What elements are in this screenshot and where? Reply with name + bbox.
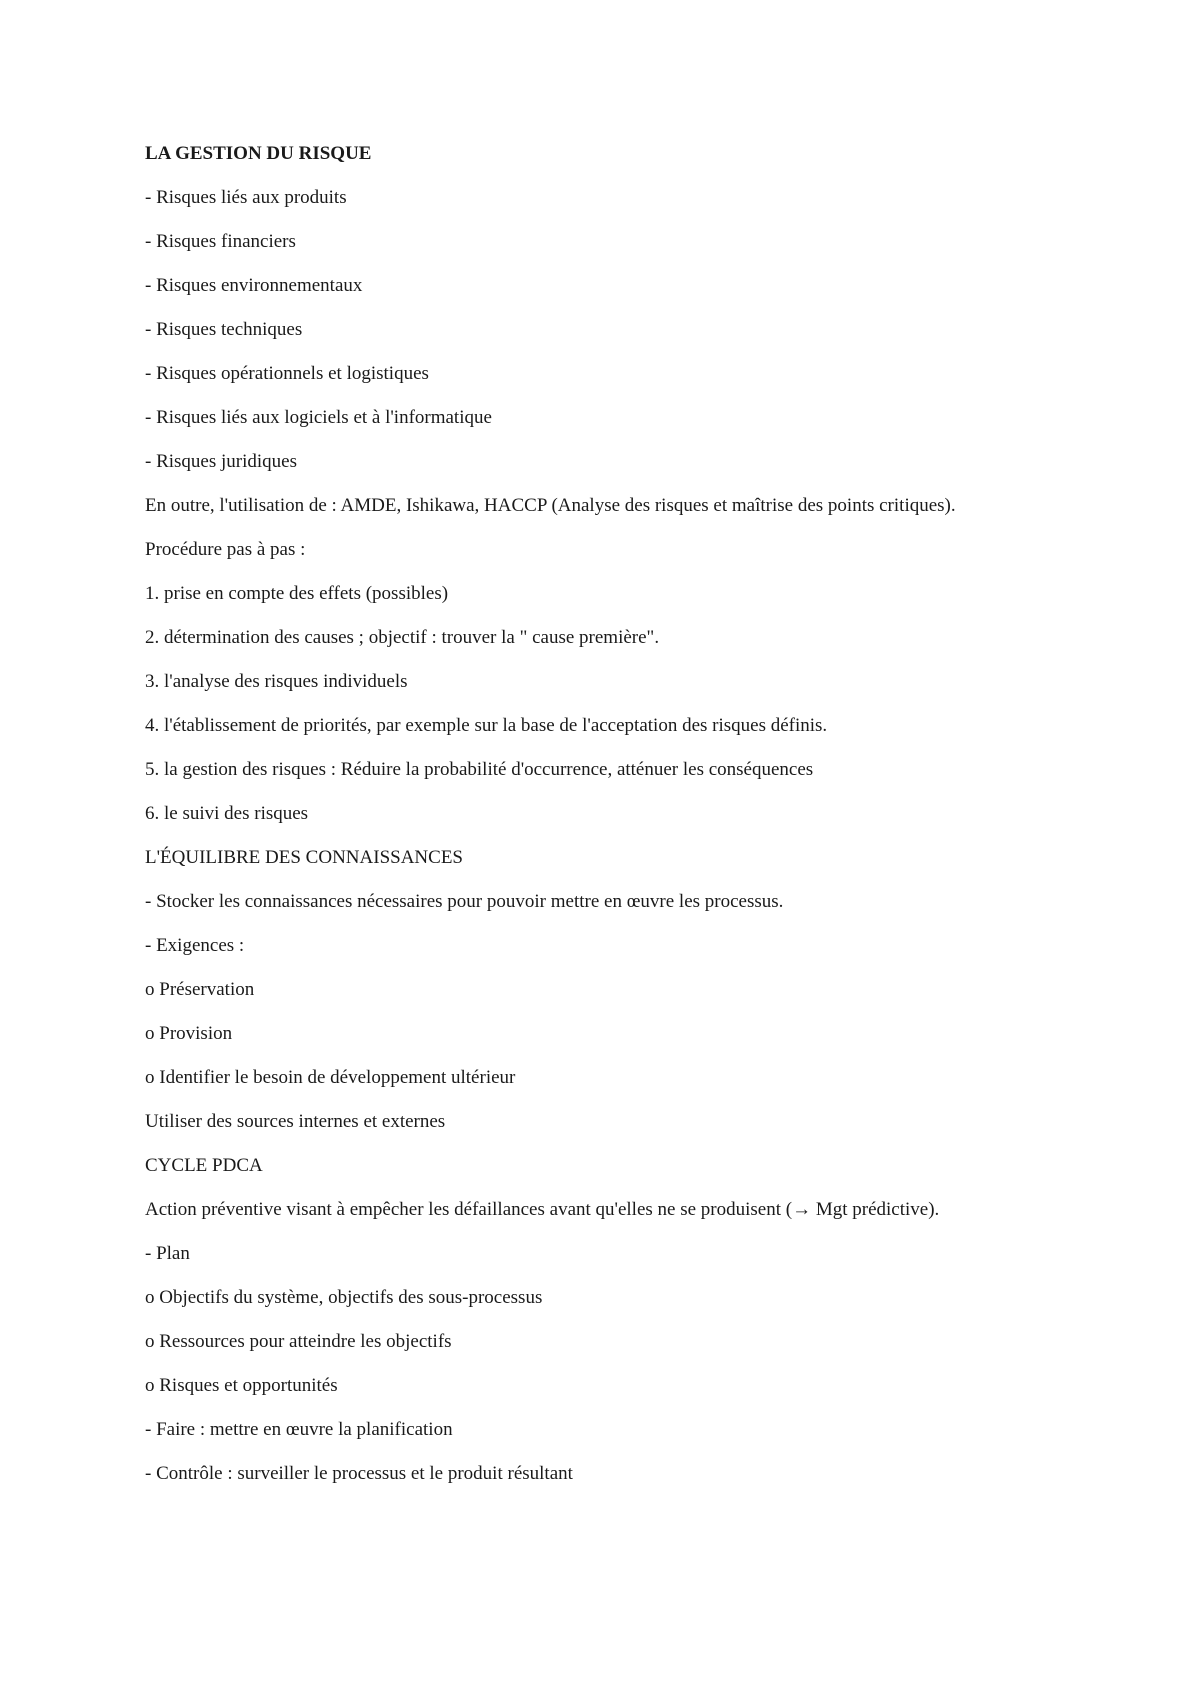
paragraph: - Faire : mettre en œuvre la planification (145, 1419, 453, 1440)
paragraph: - Risques liés aux logiciels et à l'informatique (145, 407, 492, 428)
paragraph: En outre, l'utilisation de : AMDE, Ishikawa, HACCP (Analyse des risques et maîtrise des points critiques). (145, 495, 956, 516)
paragraph: - Risques financiers (145, 231, 296, 252)
paragraph: o Identifier le besoin de développement ultérieur (145, 1067, 516, 1088)
paragraph: - Contrôle : surveiller le processus et le produit résultant (145, 1463, 573, 1484)
paragraph: 2. détermination des causes ; objectif : trouver la " cause première". (145, 627, 660, 648)
paragraph: - Risques juridiques (145, 451, 297, 472)
paragraph: o Objectifs du système, objectifs des sous-processus (145, 1287, 543, 1308)
paragraph: 3. l'analyse des risques individuels (145, 671, 408, 692)
paragraph: o Risques et opportunités (145, 1375, 338, 1396)
paragraph: o Préservation (145, 979, 255, 1000)
paragraph: Action préventive visant à empêcher les défaillances avant qu'elles ne se produisent (→ Mgt prédictive). (145, 1199, 940, 1220)
paragraph: - Risques techniques (145, 319, 303, 340)
paragraph: Utiliser des sources internes et externes (145, 1111, 446, 1132)
paragraph: 1. prise en compte des effets (possibles) (145, 583, 449, 604)
paragraph: - Plan (145, 1243, 190, 1264)
paragraph: 6. le suivi des risques (145, 803, 309, 824)
paragraph: L'ÉQUILIBRE DES CONNAISSANCES (145, 847, 463, 868)
paragraph: 4. l'établissement de priorités, par exemple sur la base de l'acceptation des risques définis. (145, 715, 828, 736)
paragraph: - Risques environnementaux (145, 275, 363, 296)
paragraph: - Risques opérationnels et logistiques (145, 363, 429, 384)
document-body (145, 140, 1025, 1504)
paragraph: 5. la gestion des risques : Réduire la probabilité d'occurrence, atténuer les conséquences (145, 759, 814, 780)
paragraph: - Exigences : (145, 935, 245, 956)
paragraph: Procédure pas à pas : (145, 539, 306, 560)
paragraph: - Risques liés aux produits (145, 187, 347, 208)
document-title: LA GESTION DU RISQUE (145, 143, 372, 164)
paragraph: - Stocker les connaissances nécessaires pour pouvoir mettre en œuvre les processus. (145, 891, 784, 912)
paragraph: CYCLE PDCA (145, 1155, 263, 1176)
paragraph: o Provision (145, 1023, 233, 1044)
paragraph: o Ressources pour atteindre les objectifs (145, 1331, 452, 1352)
